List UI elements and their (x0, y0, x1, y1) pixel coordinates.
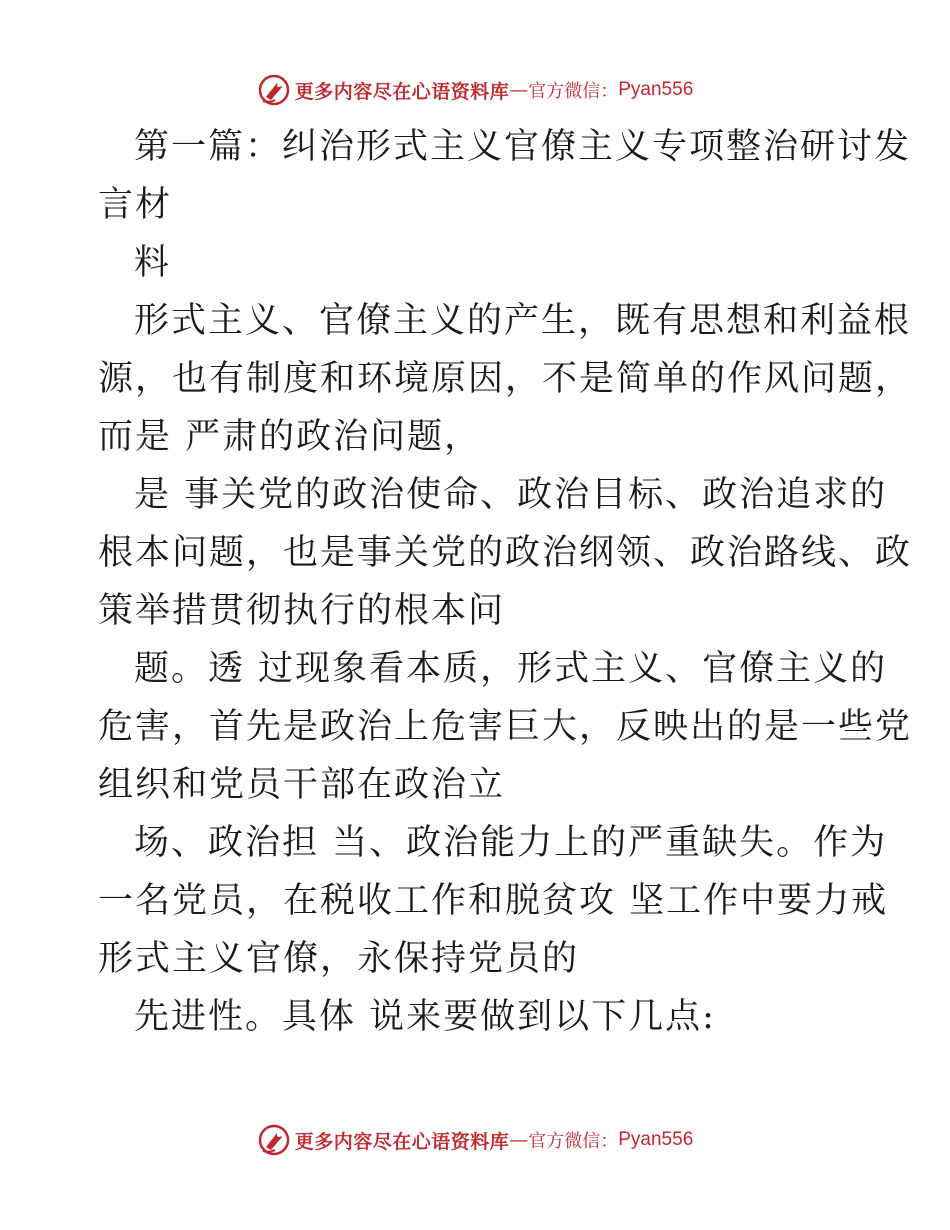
footer-banner (0, 1120, 950, 1160)
header-banner (0, 70, 950, 110)
paragraph-line: 组织和党员干部在政治立 (98, 765, 506, 805)
paragraph-line: 危害，首先是政治上危害巨大，反映出的是一些党 (98, 707, 913, 747)
banner-wechat-account: Pyan556 (618, 1129, 694, 1150)
paragraph-line: 而是 严肃的政治问题， (98, 417, 482, 457)
paragraph-line: 策举措贯彻执行的根本问 (98, 591, 506, 631)
title-line-1: 第一篇：纠治形式主义官僚主义专项整治研讨发 (134, 127, 912, 167)
pen-logo-icon (257, 73, 291, 107)
banner-wechat-label: 官方微信： (528, 81, 619, 102)
paragraph-line: 根本问题，也是事关党的政治纲领、政治路线、政 (98, 533, 913, 573)
banner-separator: — (509, 79, 529, 101)
paragraph-line: 是 事关党的政治使命、政治目标、政治追求的 (134, 475, 888, 515)
paragraph-line: 一名党员，在税收工作和脱贫攻 坚工作中要力戒 (98, 881, 889, 921)
paragraph-line: 题。透 过现象看本质，形式主义、官僚主义的 (134, 649, 888, 689)
title-line-3: 料 (134, 243, 172, 283)
document-body (98, 118, 913, 1046)
pen-logo-icon (257, 1123, 291, 1157)
paragraph-line: 源，也有制度和环境原因，不是简单的作风问题， (98, 359, 913, 399)
paragraph-line: 形式主义、官僚主义的产生，既有思想和利益根 (134, 301, 912, 341)
banner-separator: — (509, 1129, 529, 1151)
banner-wechat-account: Pyan556 (618, 79, 694, 100)
banner-brand-text: 更多内容尽在心语资料库 (294, 1130, 510, 1153)
banner-brand-text: 更多内容尽在心语资料库 (294, 80, 510, 103)
paragraph-line: 场、政治担 当、政治能力上的严重缺失。作为 (134, 823, 888, 863)
banner-wechat-label: 官方微信： (528, 1131, 619, 1152)
title-line-2: 言材 (98, 185, 173, 225)
paragraph-line: 形式主义官僚，永保持党员的 (98, 939, 580, 979)
paragraph-line: 先进性。具体 说来要做到以下几点: (134, 997, 716, 1037)
